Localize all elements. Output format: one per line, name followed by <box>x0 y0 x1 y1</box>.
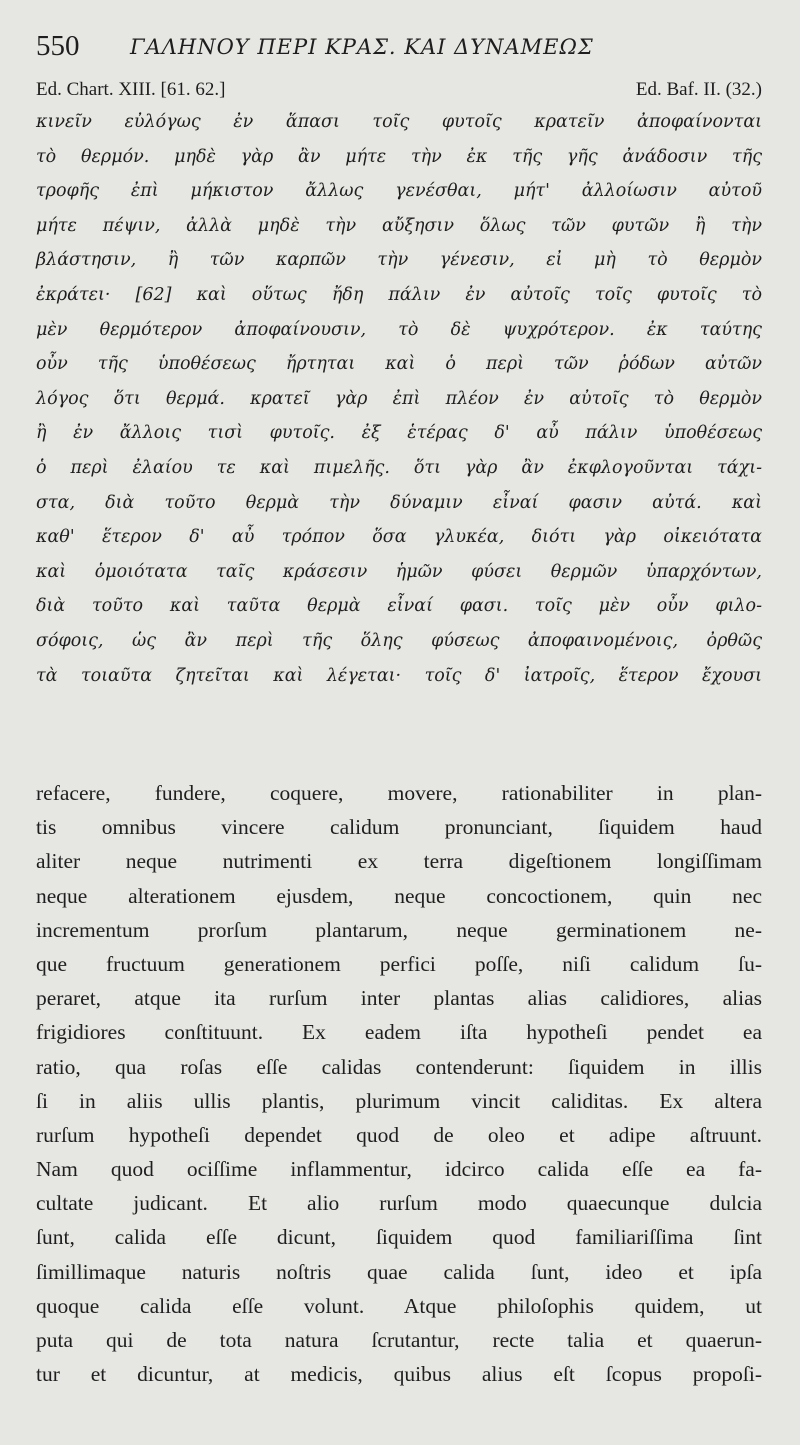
greek-text-line: ὁ περὶ ἐλαίου τε καὶ πιμελῆς. ὅτι γὰρ ἂν ἐκφλογοῦνται τάχι- <box>36 457 762 478</box>
latin-text-line: frigidiores conſtituunt. Ex eadem iſta hypotheſi pendet ea <box>36 1020 762 1045</box>
latin-text-block <box>36 776 762 1391</box>
greek-text-line: τροφῆς ἐπὶ μήκιστον ἄλλως γενέσθαι, μήτ' ἀλλοίωσιν αὐτοῦ <box>36 181 762 202</box>
latin-text-line: quoque calida eſſe volunt. Atque philoſophis quidem, ut <box>36 1293 762 1318</box>
greek-text-line: λόγος ὅτι θερμά. κρατεῖ γὰρ ἐπὶ πλέον ἐν αὐτοῖς τὸ θερμὸν <box>36 388 762 409</box>
latin-text-line: cultate judicant. Et alio rurſum modo quaecunque dulcia <box>36 1191 762 1216</box>
latin-text-line: que fructuum generationem perfici poſſe, niſi calidum ſu- <box>36 951 762 976</box>
latin-text-line: refacere, fundere, coquere, movere, rationabiliter in plan- <box>36 781 762 805</box>
page-number: 550 <box>36 30 80 62</box>
running-head <box>36 28 762 64</box>
greek-text-line: μὲν θερμότερον ἀποφαίνουσιν, τὸ δὲ ψυχρότερον. ἐκ ταύτης <box>36 319 762 340</box>
latin-text-line: tis omnibus vincere calidum pronunciant, ſiquidem haud <box>36 815 762 840</box>
latin-text-line: puta qui de tota natura ſcrutantur, recte talia et quaerun- <box>36 1328 762 1352</box>
latin-text-line: ratio, qua roſas eſſe calidas contenderunt: ſiquidem in illis <box>36 1054 762 1079</box>
latin-text-line: ſunt, calida eſſe dicunt, ſiquidem quod familiariſſima ſint <box>36 1225 762 1250</box>
edition-reference-basel: Ed. Baf. II. (32.) <box>635 79 762 100</box>
greek-text-line: καὶ ὁμοιότατα ταῖς κράσεσιν ἡμῶν φύσει θερμῶν ὑπαρχόντων, <box>36 561 762 582</box>
latin-text-line: neque alterationem ejusdem, neque concoctionem, quin nec <box>36 883 762 908</box>
edition-reference-line <box>36 76 762 104</box>
latin-text-line: Nam quod ociſſime inflammentur, idcirco calida eſſe ea fa- <box>36 1157 762 1182</box>
latin-text-line: tur et dicuntur, at medicis, quibus alius eſt ſcopus propoſi- <box>36 1362 762 1387</box>
greek-text-line: οὖν τῆς ὑποθέσεως ἤρτηται καὶ ὁ περὶ τῶν ῥόδων αὐτῶν <box>36 354 762 375</box>
greek-text-line: μήτε πέψιν, ἀλλὰ μηδὲ τὴν αὔξησιν ὅλως τῶν φυτῶν ἢ τὴν <box>36 215 762 236</box>
running-title: ΓΑΛΗΝΟΥ ΠΕΡΙ ΚΡΑΣ. ΚΑΙ ΔΥΝΑΜΕΩΣ <box>130 35 594 59</box>
latin-text-line: peraret, atque ita rurſum inter plantas alias calidiores, alias <box>36 986 762 1011</box>
edition-reference-chartier: Ed. Chart. XIII. [61. 62.] <box>36 79 226 100</box>
latin-text-line: ſimillimaque naturis noſtris quae calida ſunt, ideo et ipſa <box>36 1259 762 1284</box>
latin-text-line: rurſum hypotheſi dependet quod de oleo et adipe aſtruunt. <box>36 1122 762 1147</box>
greek-text-line: ἢ ἐν ἄλλοις τισὶ φυτοῖς. ἐξ ἑτέρας δ' αὖ πάλιν ὑποθέσεως <box>36 423 762 444</box>
greek-text-line: τὰ τοιαῦτα ζητεῖται καὶ λέγεται· τοῖς δ' ἰατροῖς, ἕτερον ἔχουσι <box>36 665 762 686</box>
greek-text-block <box>36 105 762 693</box>
latin-text-line: ſi in aliis ullis plantis, plurimum vincit caliditas. Ex altera <box>36 1088 762 1113</box>
latin-text-line: incrementum prorſum plantarum, neque germinationem ne- <box>36 917 762 942</box>
greek-text-line: στα, διὰ τοῦτο θερμὰ τὴν δύναμιν εἶναί φασιν αὐτά. καὶ <box>36 492 762 513</box>
greek-text-line: τὸ θερμόν. μηδὲ γὰρ ἂν μήτε τὴν ἐκ τῆς γῆς ἀνάδοσιν τῆς <box>36 146 762 167</box>
latin-text-line: aliter neque nutrimenti ex terra digeſtionem longiſſimam <box>36 849 762 874</box>
greek-text-line: σόφοις, ὡς ἂν περὶ τῆς ὅλης φύσεως ἀποφαινομένοις, ὀρθῶς <box>36 630 762 651</box>
greek-text-line: βλάστησιν, ἢ τῶν καρπῶν τὴν γένεσιν, εἰ μὴ τὸ θερμὸν <box>36 250 762 271</box>
greek-text-line: καθ' ἕτερον δ' αὖ τρόπον ὅσα γλυκέα, διότι γὰρ οἰκειότατα <box>36 527 762 548</box>
greek-text-line: κινεῖν εὐλόγως ἐν ἅπασι τοῖς φυτοῖς κρατεῖν ἀποφαίνονται <box>36 112 762 132</box>
greek-text-line: ἐκράτει· [62] καὶ οὕτως ἤδη πάλιν ἐν αὐτοῖς τοῖς φυτοῖς τὸ <box>36 284 762 305</box>
greek-text-line: διὰ τοῦτο καὶ ταῦτα θερμὰ εἶναί φασι. τοῖς μὲν οὖν φιλο- <box>36 596 762 617</box>
